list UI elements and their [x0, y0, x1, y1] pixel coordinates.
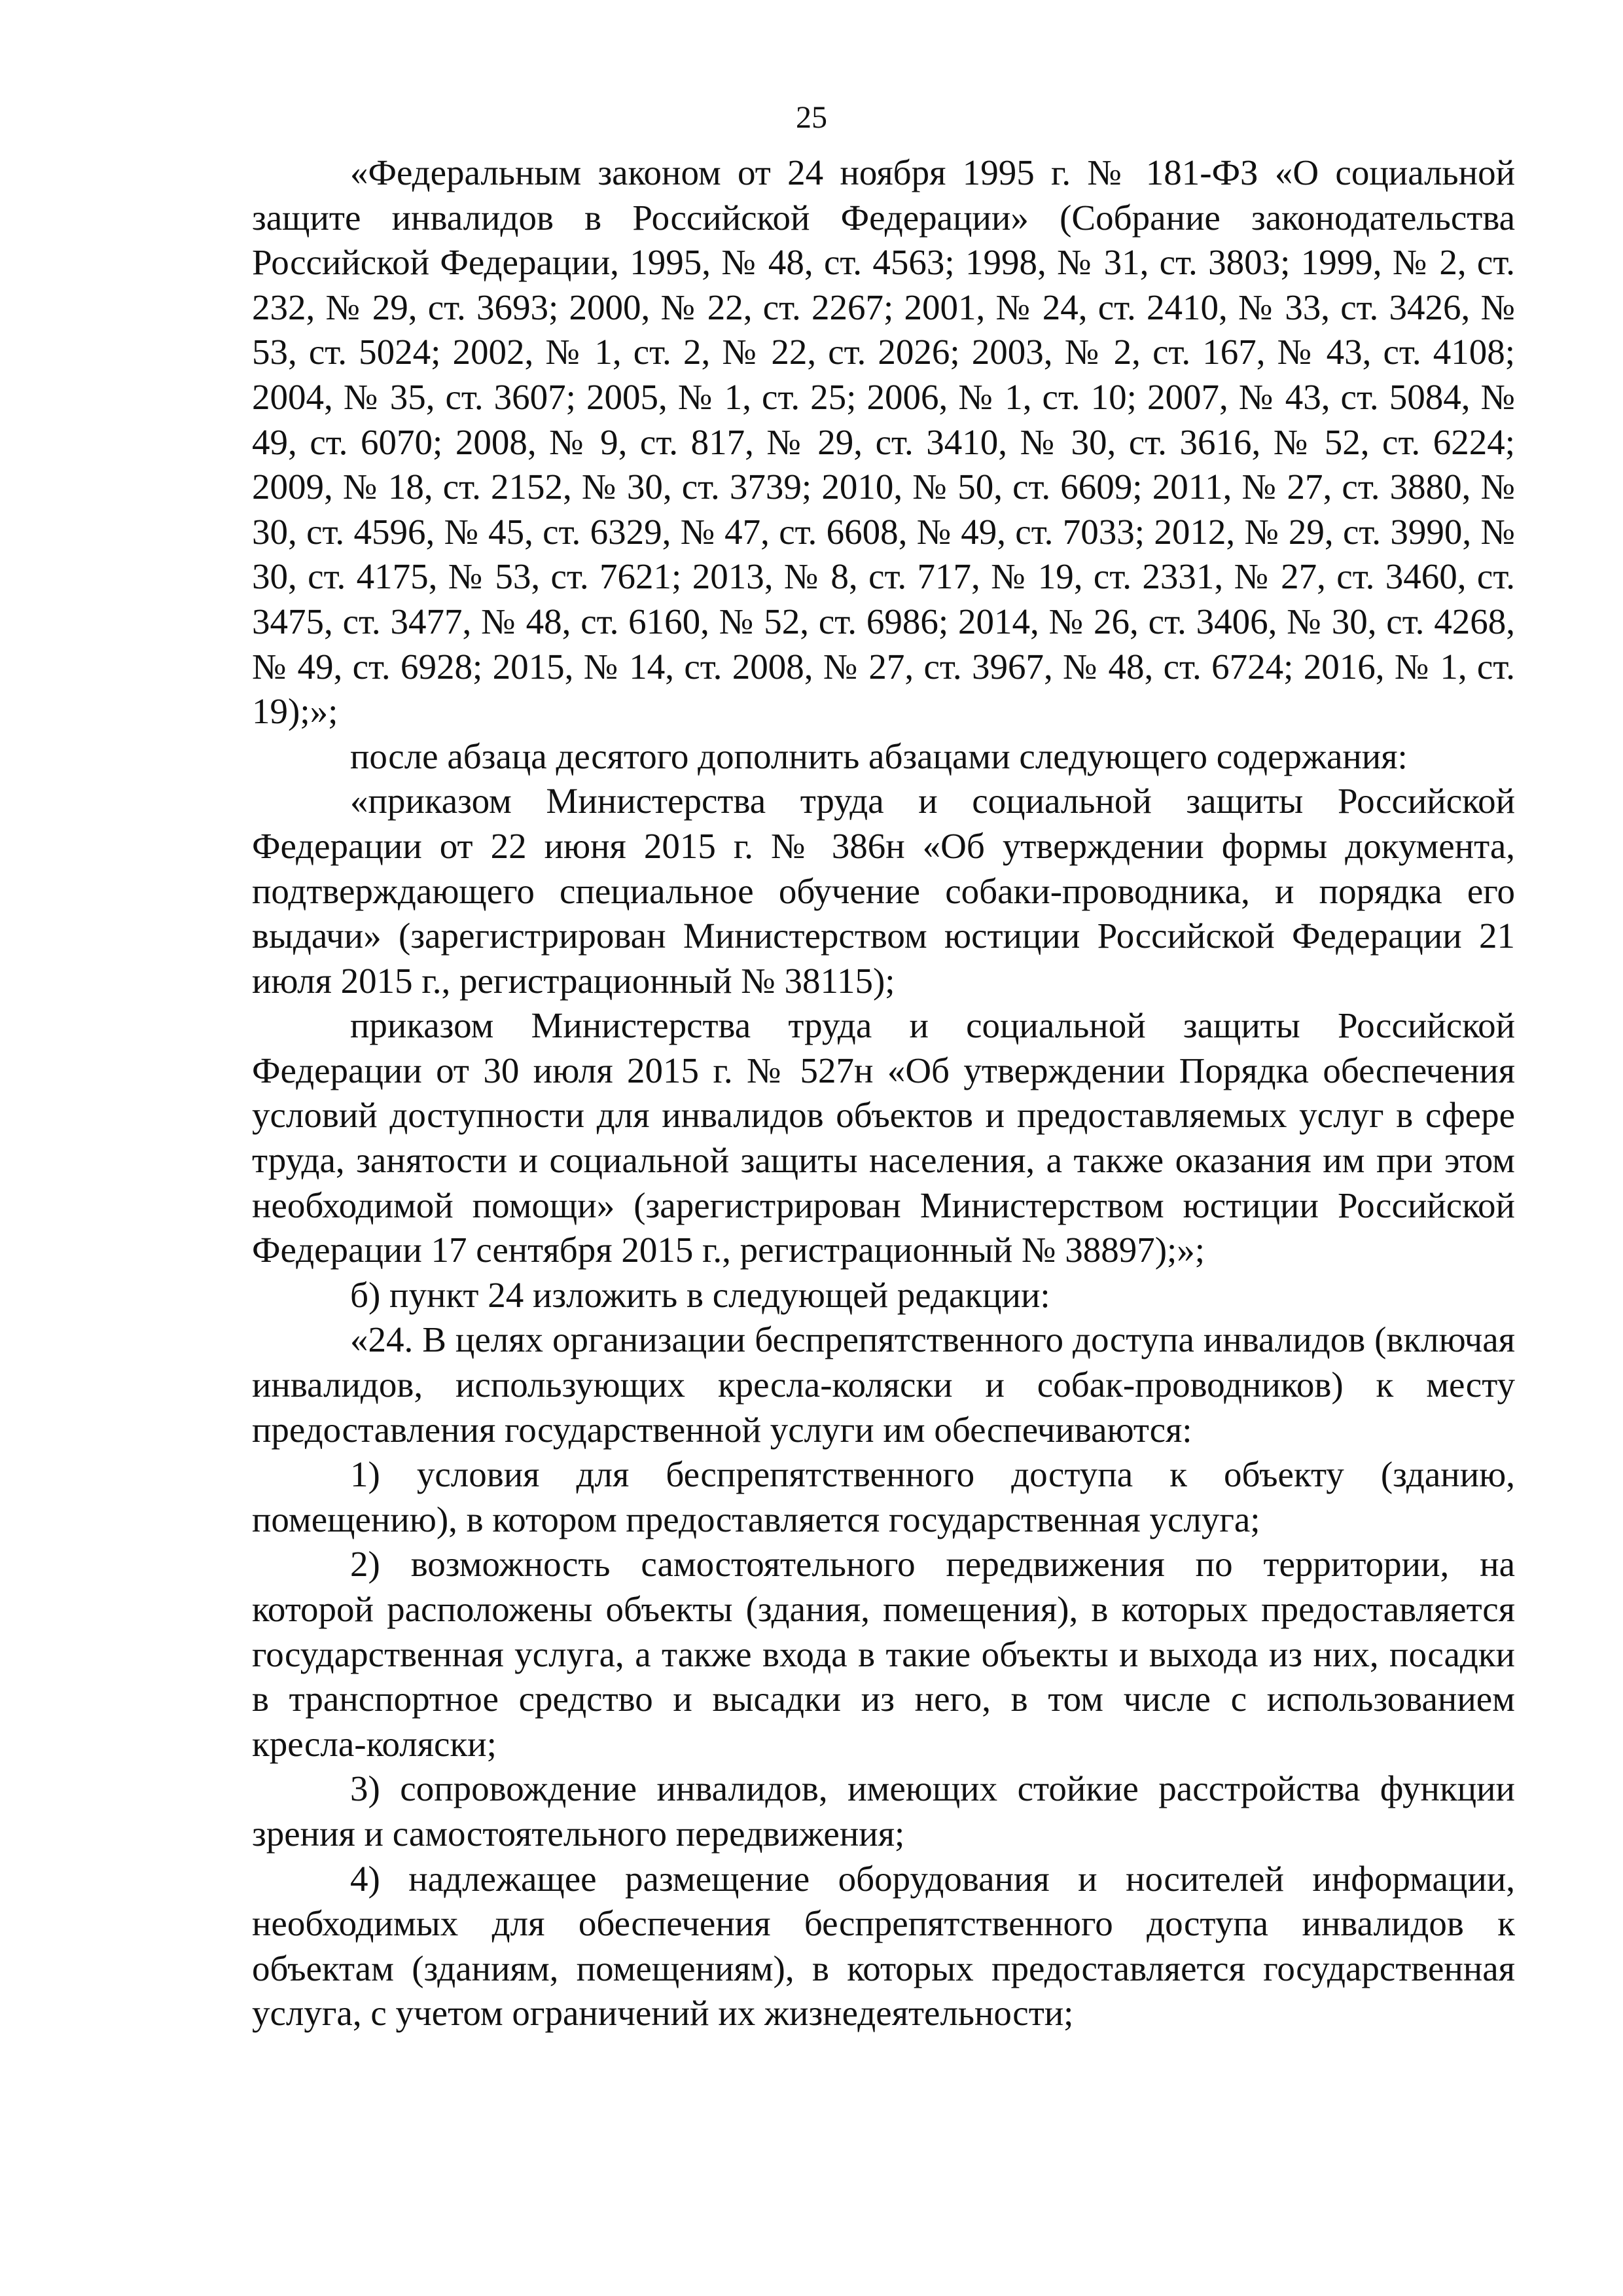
page-number: 25 [796, 100, 827, 135]
paragraph-subitem-3: 3) сопровождение инвалидов, имеющих стойкие расстройства функции зрения и самостоятельного передвижения; [252, 1768, 1515, 1854]
paragraph-subitem-4: 4) надлежащее размещение оборудования и носителей информации, необходимых для обеспечения беспрепятственного доступа инвалидов к объектам (зданиям, помещениям), в которых предоставляется государственная услуга, с учетом ограничений их жизнедеятельности; [252, 1858, 1515, 2034]
paragraph-order-527n: приказом Министерства труда и социальной защиты Российской Федерации от 30 июля 2015 г. № 527н «Об утверждении Порядка обеспечения условий доступности для инвалидов объектов и предоставляемых услуг в сфере труда, занятости и социальной защиты населения, а также оказания им при этом необходимой помощи» (зарегистрирован Министерством юстиции Российской Федерации 17 сентября 2015 г., регистрационный № 38897);»; [252, 1005, 1515, 1270]
paragraph-subitem-1: 1) условия для беспрепятственного доступа к объекту (зданию, помещению), в котором предоставляется государственная услуга; [252, 1454, 1515, 1539]
paragraph-clause-24: «24. В целях организации беспрепятственного доступа инвалидов (включая инвалидов, использующих кресла-коляски и собак-проводников) к месту предоставления государственной услуги им обеспечиваются: [252, 1319, 1515, 1450]
paragraph-after-tenth-abstract: после абзаца десятого дополнить абзацами следующего содержания: [350, 736, 1408, 776]
paragraph-subitem-2: 2) возможность самостоятельного передвижения по территории, на которой расположены объекты (здания, помещения), в которых предоставляется государственная услуга, а также входа в такие объекты и выхода из них, посадки в транспортное средство и высадки из него, в том числе с использованием кресла-коляски; [252, 1544, 1515, 1764]
paragraph-order-386n: «приказом Министерства труда и социальной защиты Российской Федерации от 22 июня 2015 г. № 386н «Об утверждении формы документа, подтверждающего специальное обучение собаки-проводника, и порядка его выдачи» (зарегистрирован Министерством юстиции Российской Федерации 21 июля 2015 г., регистрационный № 38115); [252, 781, 1515, 1001]
paragraph-federal-law-citation: «Федеральным законом от 24 ноября 1995 г. № 181-ФЗ «О социальной защите инвалидов в Российской Федерации» (Собрание законодательства Российской Федерации, 1995, № 48, ст. 4563; 1998, № 31, ст. 3803; 1999, № 2, ст. 232, № 29, ст. 3693; 2000, № 22, ст. 2267; 2001, № 24, ст. 2410, № 33, ст. 3426, № 53, ст. 5024; 2002, № 1, ст. 2, № 22, ст. 2026; 2003, № 2, ст. 167, № 43, ст. 4108; 2004, № 35, ст. 3607; 2005, № 1, ст. 25; 2006, № 1, ст. 10; 2007, № 43, ст. 5084, № 49, ст. 6070; 2008, № 9, ст. 817, № 29, ст. 3410, № 30, ст. 3616, № 52, ст. 6224; 2009, № 18, ст. 2152, № 30, ст. 3739; 2010, № 50, ст. 6609; 2011, № 27, ст. 3880, № 30, ст. 4596, № 45, ст. 6329, № 47, ст. 6608, № 49, ст. 7033; 2012, № 29, ст. 3990, № 30, ст. 4175, № 53, ст. 7621; 2013, № 8, ст. 717, № 19, ст. 2331, № 27, ст. 3460, ст. 3475, ст. 3477, № 48, ст. 6160, № 52, ст. 6986; 2014, № 26, ст. 3406, № 30, ст. 4268, № 49, ст. 6928; 2015, № 14, ст. 2008, № 27, ст. 3967, № 48, ст. 6724; 2016, № 1, ст. 19);»; [252, 152, 1515, 732]
paragraph-item-b: б) пункт 24 изложить в следующей редакции: [350, 1274, 1050, 1315]
document-body [252, 151, 1515, 2036]
